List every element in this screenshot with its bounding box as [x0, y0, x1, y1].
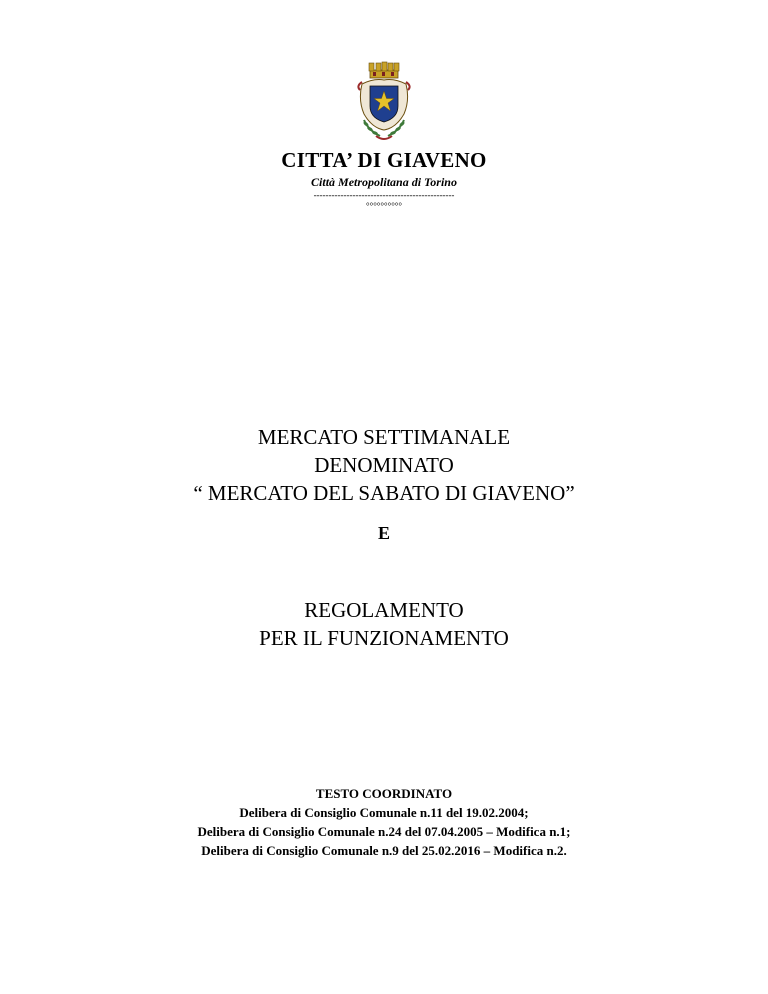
regulation-line-1: REGOLAMENTO	[304, 598, 464, 622]
dash-divider: -----------------------------------------------	[313, 190, 455, 200]
title-line-3: “ MERCATO DEL SABATO DI GIAVENO”	[193, 481, 575, 505]
document-title	[0, 423, 768, 507]
footer-line: Delibera di Consiglio Comunale n.9 del 25.02.2016 – Modifica n.2.	[201, 843, 567, 858]
resolution-footer	[0, 784, 768, 860]
footer-line: Delibera di Consiglio Comunale n.11 del 19.02.2004;	[239, 805, 529, 820]
regulation-line-2: PER IL FUNZIONAMENTO	[259, 626, 509, 650]
title-line-1: MERCATO SETTIMANALE	[257, 425, 511, 449]
circle-divider: °°°°°°°°°°	[366, 201, 402, 211]
title-line-2: DENOMINATO	[314, 453, 454, 477]
coat-of-arms-icon	[354, 60, 414, 144]
footer-line: Delibera di Consiglio Comunale n.24 del 07.04.2005 – Modifica n.1;	[197, 824, 571, 839]
city-subtitle: Città Metropolitana di Torino	[311, 175, 457, 189]
city-title: CITTA’ DI GIAVENO	[281, 148, 487, 172]
conjunction-label: E	[377, 523, 390, 543]
footer-heading: TESTO COORDINATO	[315, 786, 453, 801]
regulation-title	[0, 596, 768, 652]
